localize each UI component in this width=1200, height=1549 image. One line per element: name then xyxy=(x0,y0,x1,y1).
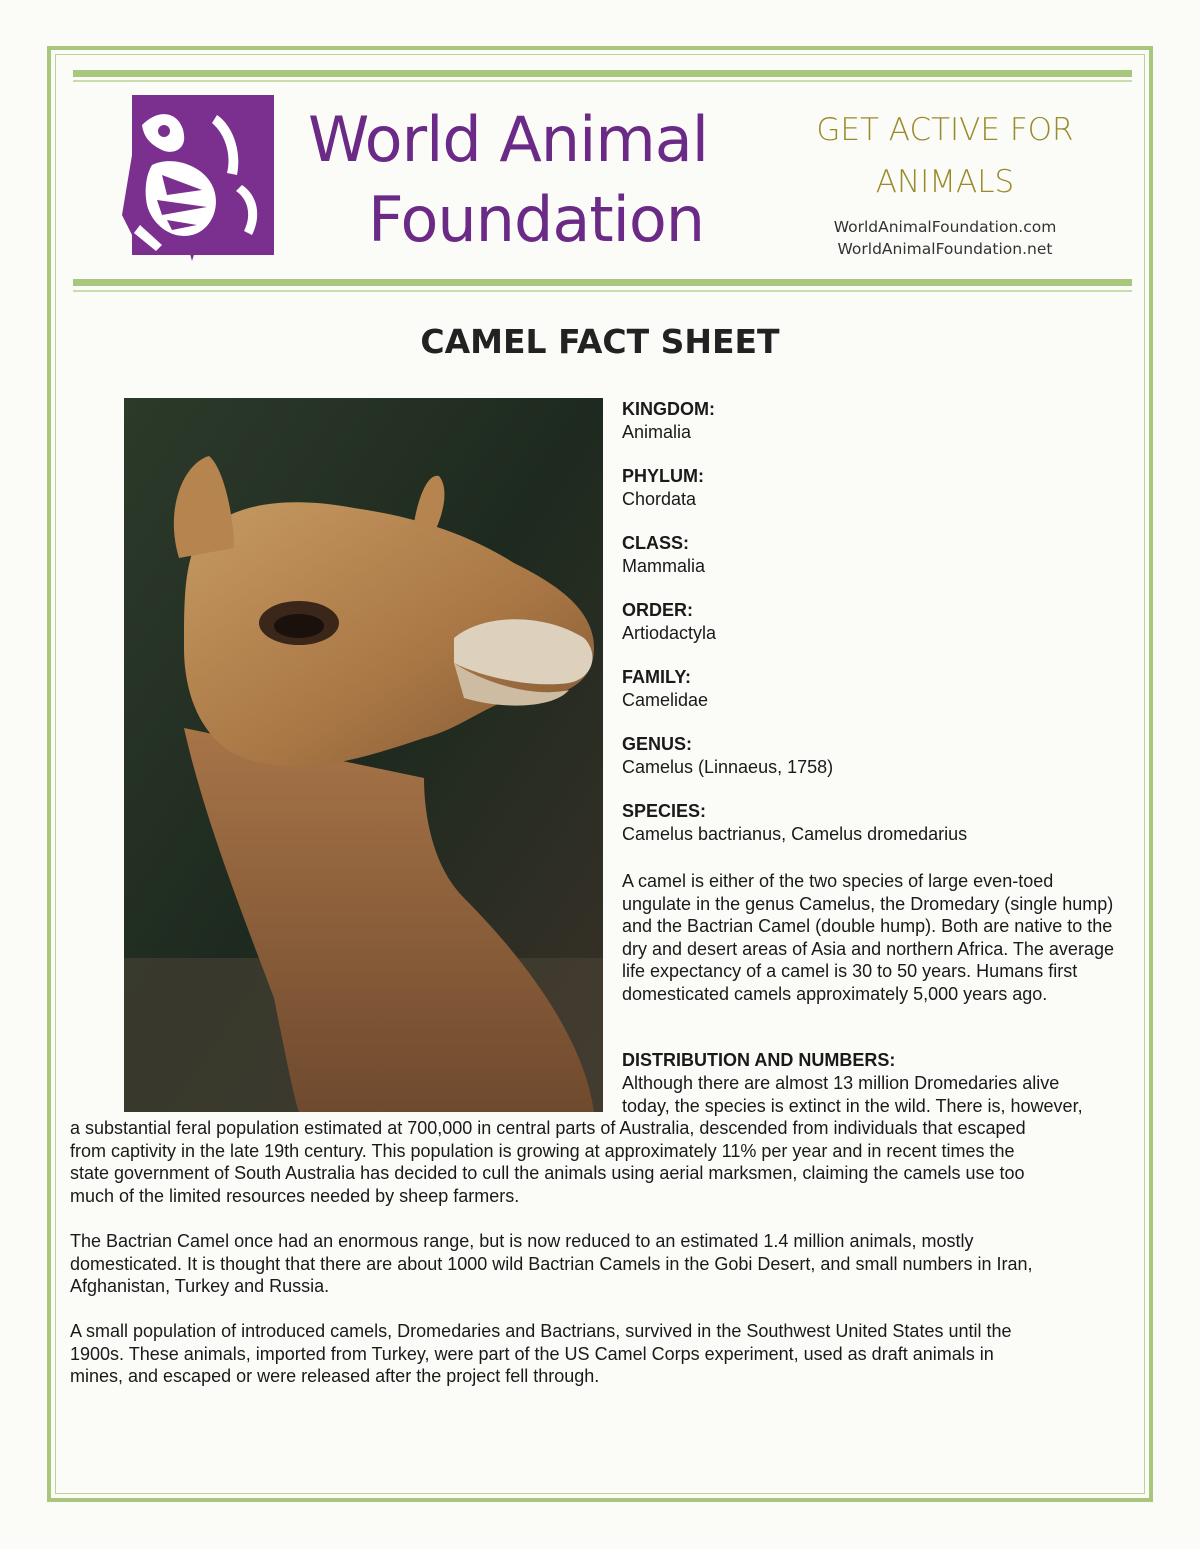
tax-value: Camelus bactrianus, Camelus dromedarius xyxy=(622,823,968,844)
tax-species xyxy=(622,800,1142,845)
tax-value: Artiodactyla xyxy=(622,622,717,643)
tax-value: Animalia xyxy=(622,421,692,442)
header-rule-bottom-thin xyxy=(73,290,1132,292)
slogan-line2: ANIMALS xyxy=(875,164,1015,200)
intro-paragraph: A camel is either of the two species of large even-toed ungulate in the genus Camelus, the Dromedary (single hump) and the Bactrian Camel (double hump). Both are native to the dry and desert areas of Asia and northern Africa. The average life expectancy of a camel is 30 to 50 years. Humans first domesticated camels approximately 5,000 years ago. xyxy=(622,871,1114,1004)
brand-name xyxy=(308,100,768,260)
slogan xyxy=(770,104,1120,208)
tax-value: Camelidae xyxy=(622,689,709,710)
frog-logo-icon xyxy=(122,95,274,261)
text-line: a substantial feral population estimated at 700,000 in central parts of Australia, descended from individuals that escaped xyxy=(70,1118,1026,1138)
tax-value: Camelus (Linnaeus, 1758) xyxy=(622,756,834,777)
text-line: today, the species is extinct in the wild. There is, however, xyxy=(622,1095,1083,1116)
text-line: domesticated. It is thought that there are about 1000 wild Bactrian Camels in the Gobi Desert, and small numbers in Iran, xyxy=(70,1253,1033,1274)
text-line: The Bactrian Camel once had an enormous range, but is now reduced to an estimated 1.4 million animals, mostly xyxy=(70,1231,974,1251)
tax-class xyxy=(622,532,1142,577)
tax-label: FAMILY: xyxy=(622,667,692,687)
url-net[interactable]: WorldAnimalFoundation.net xyxy=(837,240,1053,258)
tax-order xyxy=(622,599,1142,644)
tax-phylum xyxy=(622,465,1142,510)
tax-genus xyxy=(622,733,1142,778)
text-line: mines, and escaped or were released after the project fell through. xyxy=(70,1366,600,1387)
text-line: Although there are almost 13 million Dromedaries alive xyxy=(622,1073,1060,1093)
bactrian-paragraph xyxy=(70,1230,1130,1298)
brand-line1: World Animal xyxy=(308,103,708,176)
text-line: A small population of introduced camels, Dromedaries and Bactrians, survived in the Southwest United States until the xyxy=(70,1321,1012,1341)
camel-photo xyxy=(124,398,603,1112)
tax-label: CLASS: xyxy=(622,533,689,553)
url-com[interactable]: WorldAnimalFoundation.com xyxy=(833,218,1057,236)
text-line: much of the limited resources needed by sheep farmers. xyxy=(70,1185,520,1206)
tax-label: GENUS: xyxy=(622,734,693,754)
tax-label: PHYLUM: xyxy=(622,466,704,486)
slogan-line1: GET ACTIVE FOR xyxy=(816,112,1074,148)
distribution-heading: DISTRIBUTION AND NUMBERS: xyxy=(622,1050,896,1070)
website-urls xyxy=(770,216,1120,260)
text-line: state government of South Australia has decided to cull the animals using aerial marksmen, claiming the camels use too xyxy=(70,1163,1025,1184)
text-line: from captivity in the late 19th century. This population is growing at approximately 11% per year and in recent times the xyxy=(70,1140,1015,1161)
header-rule-top-thin xyxy=(73,80,1132,82)
tax-value: Mammalia xyxy=(622,555,706,576)
page-title: CAMEL FACT SHEET xyxy=(420,322,780,361)
tax-label: SPECIES: xyxy=(622,801,707,821)
distribution-text-bottom xyxy=(70,1117,1130,1207)
text-line: Afghanistan, Turkey and Russia. xyxy=(70,1276,330,1297)
tax-kingdom xyxy=(622,398,1142,443)
tax-value: Chordata xyxy=(622,488,697,509)
tax-label: ORDER: xyxy=(622,600,693,620)
header-rule-top xyxy=(73,70,1132,77)
taxonomy-list xyxy=(622,398,1142,867)
distribution-text-top xyxy=(622,1072,1142,1117)
tax-label: KINGDOM: xyxy=(622,399,715,419)
brand-line2: Foundation xyxy=(368,183,705,256)
tax-family xyxy=(622,666,1142,711)
usa-paragraph xyxy=(70,1320,1130,1388)
text-line: 1900s. These animals, imported from Turkey, were part of the US Camel Corps experiment, used as draft animals in xyxy=(70,1343,994,1364)
header-rule-bottom xyxy=(73,279,1132,286)
